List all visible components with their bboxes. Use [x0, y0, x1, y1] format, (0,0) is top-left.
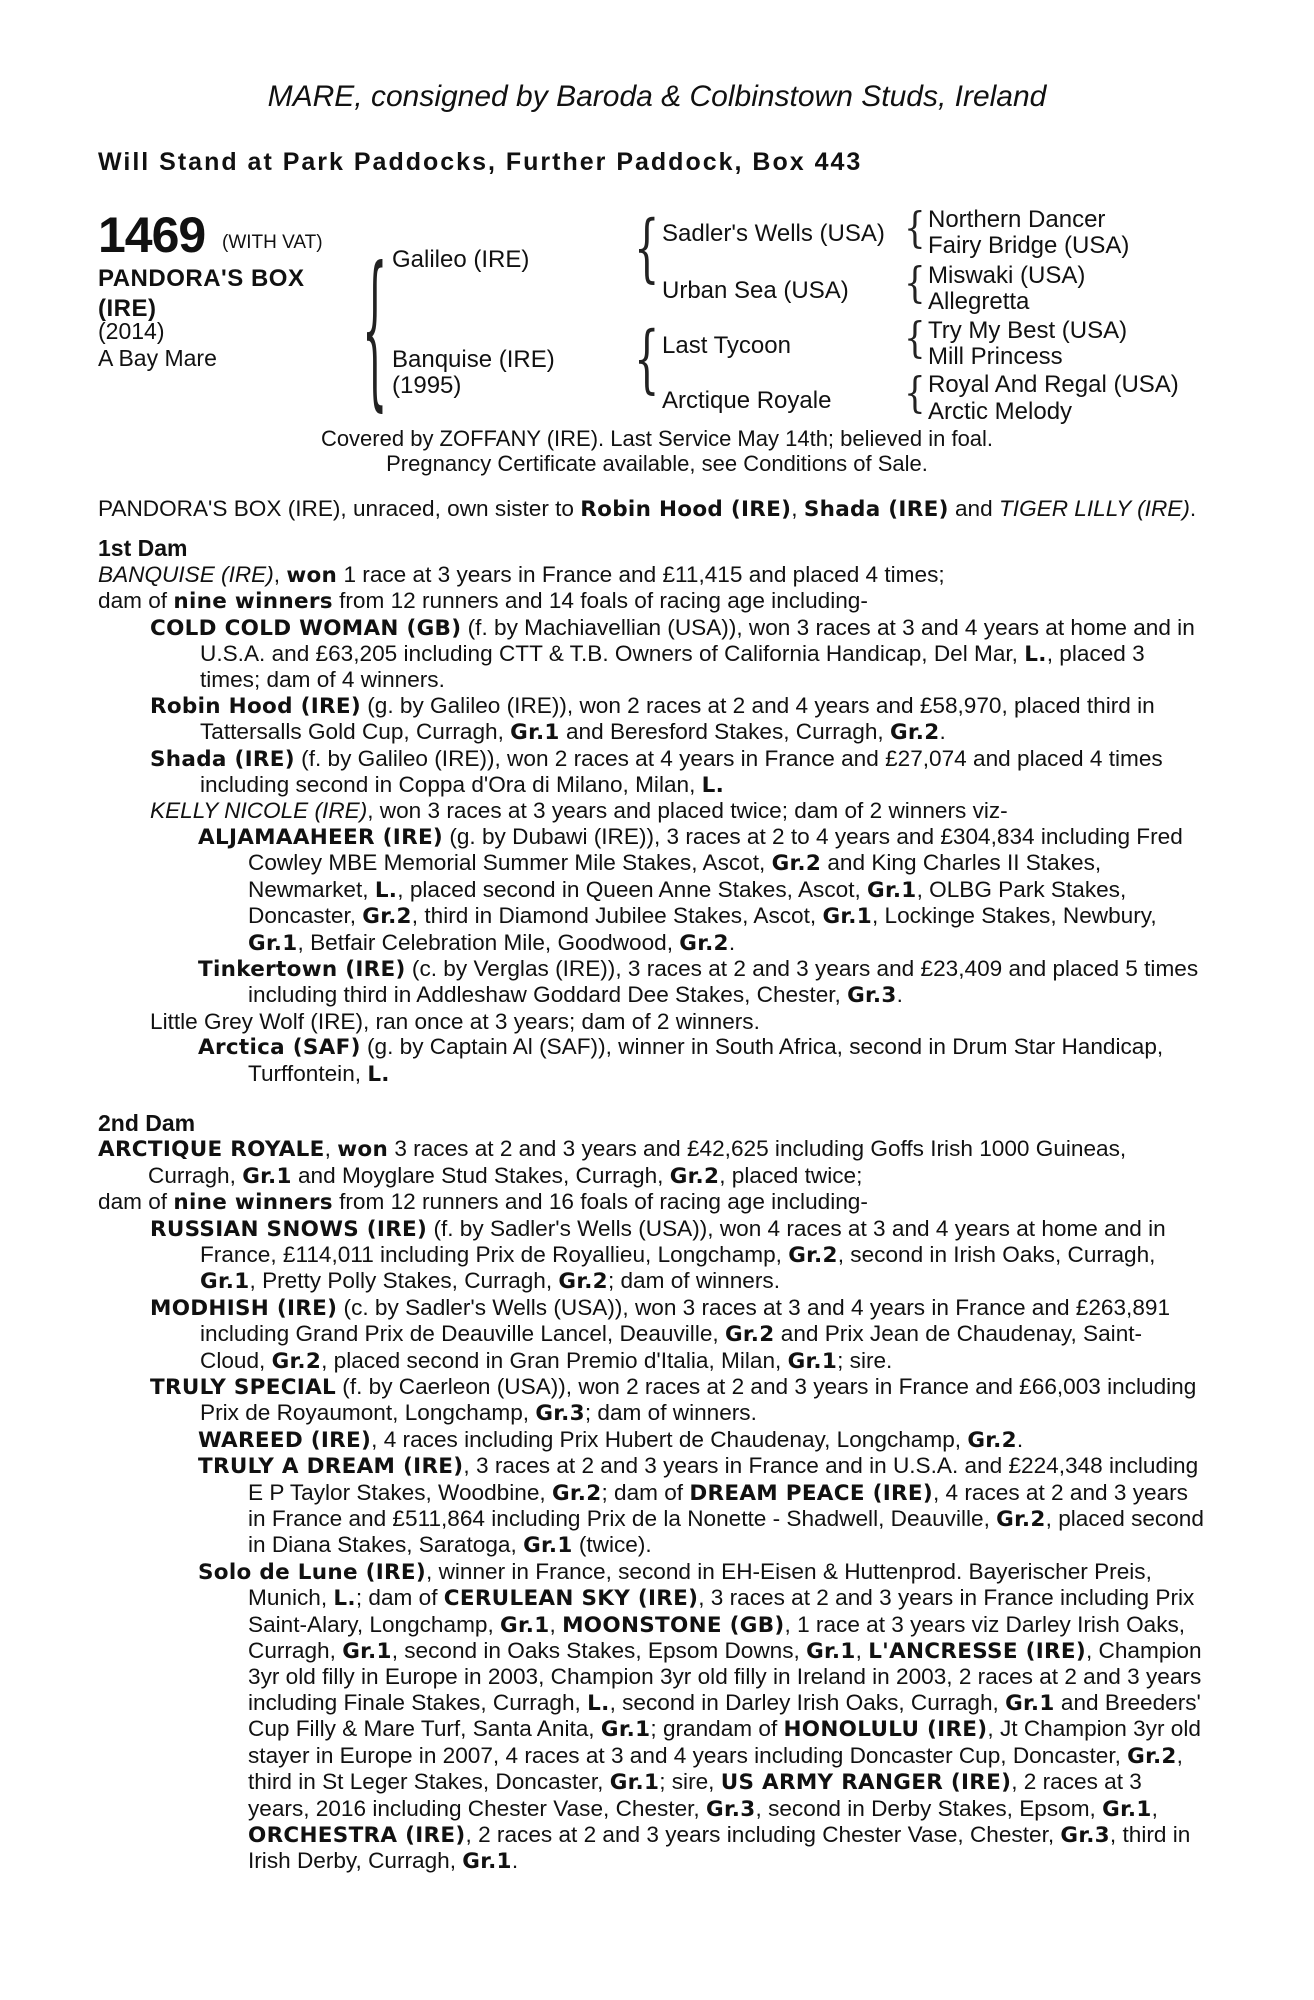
progeny-truly-a-dream: TRULY A DREAM (IRE), 3 races at 2 and 3 years in France and in U.S.A. and £224,348 including E P Taylor Stakes, Woodbine, Gr.2; dam of DREAM PEACE (IRE), 4 races at 2 and 3 years in France and £511,864 including Prix de la Nonette - Shadwell, Deauville, Gr.2, placed second in Diana Stakes, Saratoga, Gr.1 (twice).: [198, 1453, 1204, 1559]
pedigree-g5: Try My Best (USA): [928, 317, 1128, 344]
second-dam-line2: dam of nine winners from 12 runners and 16 foals of racing age including-: [98, 1189, 868, 1216]
progeny-russian-snows: RUSSIAN SNOWS (IRE) (f. by Sadler's Wells (USA)), won 4 races at 3 and 4 years at home and in France, £114,011 including Prix de Royallieu, Longchamp, Gr.2, second in Irish Oaks, Curragh, Gr.1, Pretty Polly Stakes, Curragh, Gr.2; dam of winners.: [150, 1215, 1166, 1295]
pedigree-g8: Arctic Melody: [928, 398, 1073, 425]
progeny-robin-hood: Robin Hood (IRE) (g. by Galileo (IRE)), won 2 races at 2 and 4 years and £58,970, placed third in Tattersalls Gold Cup, Curragh, Gr.1 and Beresford Stakes, Curragh, Gr.2.: [150, 692, 1155, 746]
pedigree-g6: Mill Princess: [928, 343, 1063, 370]
second-dam-line1: ARCTIQUE ROYALE, won 3 races at 2 and 3 years and £42,625 including Goffs Irish 1000 Guineas, Curragh, Gr.1 and Moyglare Stud Stakes, Curragh, Gr.2, placed twice;: [98, 1136, 1127, 1189]
pedigree-sire-dam: Urban Sea (USA): [662, 277, 849, 304]
progeny-kelly-nicole: KELLY NICOLE (IRE), won 3 races at 3 years and placed twice; dam of 2 winners viz-: [150, 798, 1008, 824]
horse-meta: [98, 318, 217, 372]
covered-note: [0, 426, 1314, 476]
progeny-cold-cold-woman: COLD COLD WOMAN (GB) (f. by Machiavellian (USA)), won 3 races at 3 and 4 years at home and in U.S.A. and £63,205 including CTT & T.B. Owners of California Handicap, Del Mar, L., placed 3 times; dam of 4 winners.: [150, 614, 1195, 693]
pedigree-g1: Northern Dancer: [928, 206, 1106, 233]
progeny-little-grey-wolf: Little Grey Wolf (IRE), ran once at 3 years; dam of 2 winners.: [150, 1008, 760, 1034]
lot-number: 1469: [98, 207, 206, 263]
pedigree-dam-year: (1995): [392, 372, 462, 399]
pedigree-g2: Fairy Bridge (USA): [928, 232, 1130, 259]
catalogue-body: [98, 496, 1206, 1875]
sire-line-brace: {: [634, 206, 660, 292]
covered-line1: Covered by ZOFFANY (IRE). Last Service May 14th; believed in foal.: [320, 426, 994, 451]
foaling-year: (2014): [98, 318, 165, 344]
pedigree-sire-sire: Sadler's Wells (USA): [662, 220, 885, 247]
first-dam-line2: dam of nine winners from 12 runners and 14 foals of racing age including-: [98, 588, 868, 615]
g-brace-4: {: [904, 368, 926, 419]
lot-vat: (WITH VAT): [222, 232, 323, 253]
covered-line2: Pregnancy Certificate available, see Conditions of Sale.: [386, 451, 928, 476]
horse-name-line2: (IRE): [98, 295, 157, 322]
progeny-modhish: MODHISH (IRE) (c. by Sadler's Wells (USA)), won 3 races at 3 and 4 years in France and £263,891 including Grand Prix de Deauville Lancel, Deauville, Gr.2 and Prix Jean de Chaudenay, Saint-Cloud, Gr.2, placed second in Gran Premio d'Italia, Milan, Gr.1; sire.: [150, 1294, 1171, 1374]
pedigree-g7: Royal And Regal (USA): [928, 371, 1179, 398]
progeny-truly-special: TRULY SPECIAL (f. by Caerleon (USA)), won 2 races at 2 and 3 years in France and £66,003 including Prix de Royaumont, Longchamp, Gr.3; dam of winners.: [150, 1374, 1197, 1427]
progeny-solo-de-lune: Solo de Lune (IRE), winner in France, second in EH-Eisen & Huttenprod. Bayerischer Preis, Munich, L.; dam of CERULEAN SKY (IRE), 3 races at 2 and 3 years in France including Prix Saint-Alary, Longchamp, Gr.1, MOONSTONE (GB), 1 race at 3 years viz Darley Irish Oaks, Curragh, Gr.1, second in Oaks Stakes, Epsom Downs, Gr.1, L'ANCRESSE (IRE), Champion 3yr old filly in Europe in 2003, Champion 3yr old filly in Ireland in 2003, 2 races at 2 and 3 years including Finale Stakes, Curragh, L., second in Darley Irish Oaks, Curragh, Gr.1 and Breeders' Cup Filly & Mare Turf, Santa Anita, Gr.1; grandam of HONOLULU (IRE), Jt Champion 3yr old stayer in Europe in 2007, 4 races at 3 and 4 years including Doncaster Cup, Doncaster, Gr.2, third in St Leger Stakes, Doncaster, Gr.1; sire, US ARMY RANGER (IRE), 2 races at 3 years, 2016 including Chester Vase, Chester, Gr.3, second in Derby Stakes, Epsom, Gr.1, ORCHESTRA (IRE), 2 races at 2 and 3 years including Chester Vase, Chester, Gr.3, third in Irish Derby, Curragh, Gr.1.: [198, 1558, 1202, 1875]
sire-dam-brace: {: [362, 235, 388, 429]
intro-paragraph: PANDORA'S BOX (IRE), unraced, own sister to Robin Hood (IRE), Shada (IRE) and TIGER LILLY (IRE).: [98, 496, 1197, 522]
pedigree-dam-dam: Arctique Royale: [662, 387, 832, 414]
first-dam-line1: BANQUISE (IRE), won 1 race at 3 years in France and £11,415 and placed 4 times;: [98, 561, 945, 588]
progeny-aljamaaheer: ALJAMAAHEER (IRE) (g. by Dubawi (IRE)), 3 races at 2 to 4 years and £304,834 including Fred Cowley MBE Memorial Summer Mile Stakes, Ascot, Gr.2 and King Charles II Stakes, Newmarket, L., placed second in Queen Anne Stakes, Ascot, Gr.1, OLBG Park Stakes, Doncaster, Gr.2, third in Diamond Jubilee Stakes, Ascot, Gr.1, Lockinge Stakes, Newbury, Gr.1, Betfair Celebration Mile, Goodwood, Gr.2.: [198, 823, 1183, 956]
consignor-line: MARE, consigned by Baroda & Colbinstown Studs, Ireland: [267, 80, 1047, 113]
dam-line-brace: {: [634, 317, 660, 403]
g-brace-1: {: [904, 203, 926, 254]
progeny-tinkertown: Tinkertown (IRE) (c. by Verglas (IRE)), 3 races at 2 and 3 years and £23,409 and placed 5 times including third in Addleshaw Goddard Dee Stakes, Chester, Gr.3.: [198, 955, 1199, 1009]
progeny-wareed: WAREED (IRE), 4 races including Prix Hubert de Chaudenay, Longchamp, Gr.2.: [198, 1426, 1024, 1453]
stand-location: Will Stand at Park Paddocks, Further Paddock, Box 443: [98, 148, 863, 176]
progeny-shada: Shada (IRE) (f. by Galileo (IRE)), won 2 races at 4 years in France and £27,074 and placed 4 times including second in Coppa d'Ora di Milano, Milan, L.: [150, 745, 1163, 799]
first-dam-heading: 1st Dam: [98, 535, 188, 562]
horse-name-line1: PANDORA'S BOX: [98, 265, 305, 292]
pedigree-dam: Banquise (IRE): [392, 346, 555, 373]
pedigree-dam-sire: Last Tycoon: [662, 332, 791, 359]
pedigree-g3: Miswaki (USA): [928, 262, 1086, 289]
g-brace-2: {: [904, 258, 926, 309]
horse-name: [98, 264, 348, 324]
pedigree-sire: Galileo (IRE): [392, 246, 530, 273]
progeny-arctica: Arctica (SAF) (g. by Captain Al (SAF)), winner in South Africa, second in Drum Star Handicap, Turffontein, L.: [198, 1034, 1164, 1087]
horse-description: A Bay Mare: [98, 345, 217, 371]
g-brace-3: {: [904, 313, 926, 364]
second-dam-heading: 2nd Dam: [98, 1109, 196, 1136]
pedigree-g4: Allegretta: [928, 288, 1030, 315]
